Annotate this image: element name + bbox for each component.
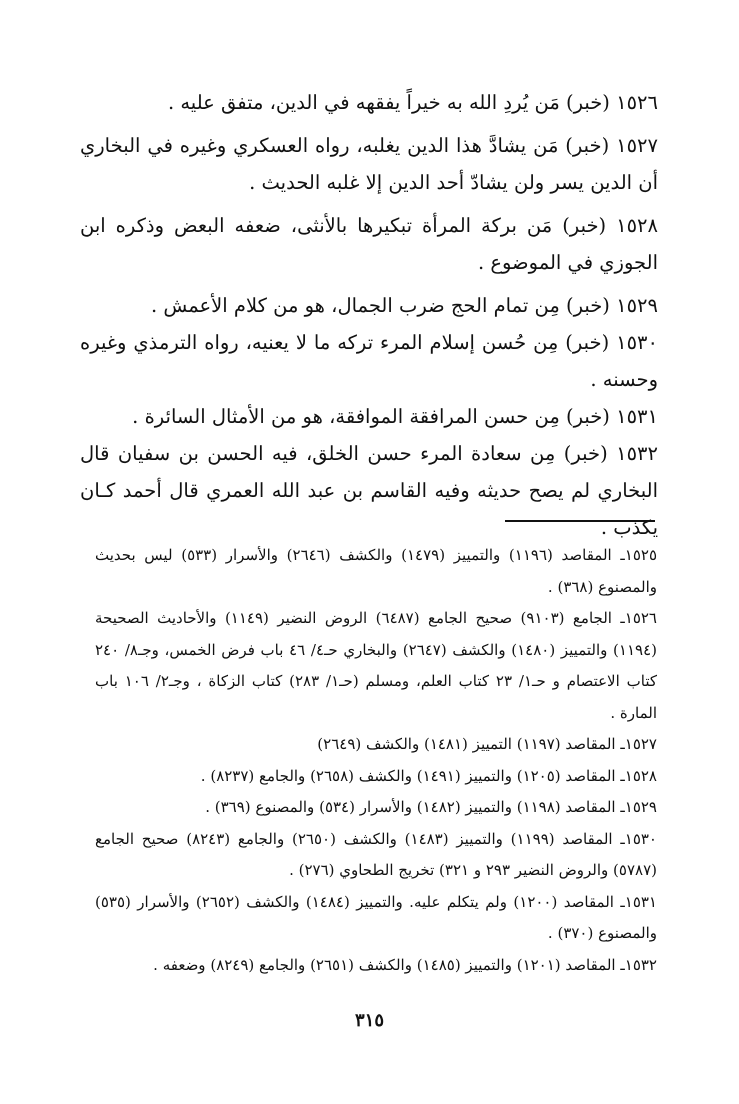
- footnote-1525: ١٥٢٥ـ المقاصد (١١٩٦) والتمييز (١٤٧٩) والكشف (٢٦٤٦) والأسرار (٥٣٣) ليس بحديث والمصنوع (٣٦٨) .: [95, 546, 658, 596]
- footnote-1530: ١٥٣٠ـ المقاصد (١١٩٩) والتمييز (١٤٨٣) والكشف (٢٦٥٠) والجامع (٨٢٤٣) صحيح الجامع (٥٧٨٧) والروض النضير ٢٩٣ و ٣٢١) تخريج الطحاوي (٢٧٦) .: [95, 829, 657, 879]
- entry-1532: ١٥٣٢ (خبر) مِن سعادة المرء حسن الخلق، فيه الحسن بن سفيان قال البخاري لم يصح حديثه وفيه القاسم بن عبد الله العمري قال أحمد كـان يكذب .: [80, 442, 658, 539]
- entry-1531: ١٥٣١ (خبر) مِن حسن المرافقة الموافقة، هو من الأمثال السائرة .: [132, 405, 658, 428]
- footnotes: [95, 540, 657, 981]
- footnote-divider: [505, 520, 655, 522]
- footnote-1526: ١٥٢٦ـ الجامع (٩١٠٣) صحيح الجامع (٦٤٨٧) الروض النضير (١١٤٩) والأحاديث الصحيحة (١١٩٤) والتمييز (١٤٨٠) والكشف (٢٦٤٧) والبخاري حـ٤/ ٤٦ باب فرض الخمس، وجـ٨/ ٢٤٠ كتاب الاعتصام و حـ١/ ٢٣ كتاب العلم، ومسلم (حـ١/ ٢٨٣) كتاب الزكاة ، وجـ٢/ ١٠٦ باب المارة .: [95, 609, 658, 722]
- footnote-1529: ١٥٢٩ـ المقاصد (١١٩٨) والتمييز (١٤٨٢) والأسرار (٥٣٤) والمصنوع (٣٦٩) .: [205, 798, 657, 816]
- footnote-1532: ١٥٣٢ـ المقاصد (١٢٠١) والتمييز (١٤٨٥) والكشف (٢٦٥١) والجامع (٨٢٤٩) وضعفه .: [153, 955, 657, 974]
- footnote-1531: ١٥٣١ـ المقاصد (١٢٠٠) ولم يتكلم عليه. والتمييز (١٤٨٤) والكشف (٢٦٥٢) والأسرار (٥٣٥) والمصنوع (٣٧٠) .: [95, 892, 657, 942]
- entry-1530: ١٥٣٠ (خبر) مِن حُسن إسلام المرء تركه ما لا يعنيه، رواه الترمذي وغيره وحسنه .: [80, 331, 658, 391]
- entry-1528: ١٥٢٨ (خبر) مَن بركة المرأة تبكيرها بالأنثى، ضعفه البعض وذكره ابن الجوزي في الموضوع .: [80, 214, 658, 274]
- footnote-1528: ١٥٢٨ـ المقاصد (١٢٠٥) والتمييز (١٤٩١) والكشف (٢٦٥٨) والجامع (٨٢٣٧) .: [200, 766, 657, 785]
- footnote-1527: ١٥٢٧ـ المقاصد (١١٩٧) التمييز (١٤٨١) والكشف (٢٦٤٩): [317, 735, 657, 753]
- entry-1527: ١٥٢٧ (خبر) مَن يشادَّ هذا الدين يغلبه، رواه العسكري وغيره في البخاري أن الدين يسر ولن يشادّ أحد الدين إلا غلبه الحديث .: [80, 134, 658, 194]
- main-text: [80, 84, 658, 546]
- page-number: ٣١٥: [354, 1010, 384, 1031]
- entry-1526: ١٥٢٦ (خبر) مَن يُردِ الله به خيراً يفقهه في الدين، متفق عليه .: [167, 91, 658, 114]
- entry-1529: ١٥٢٩ (خبر) مِن تمام الحج ضرب الجمال، هو من كلام الأعمش .: [151, 294, 658, 317]
